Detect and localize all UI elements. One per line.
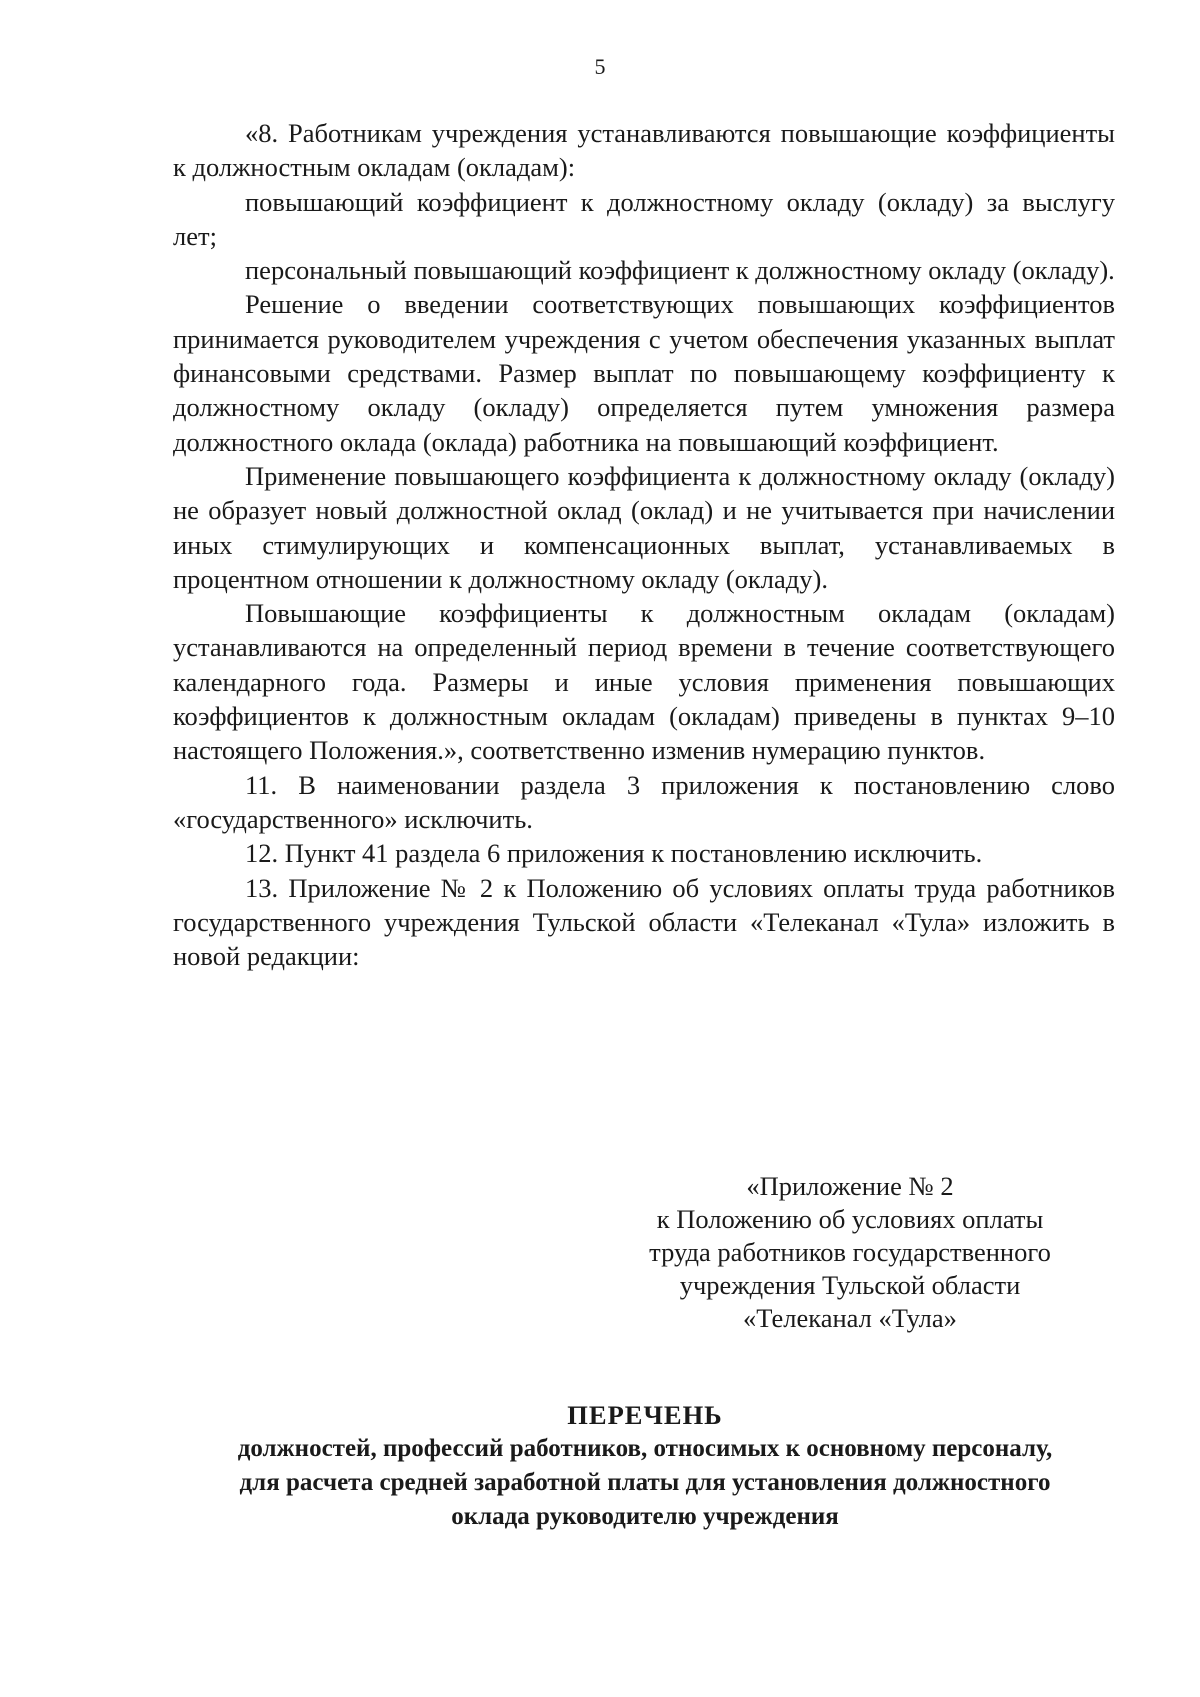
paragraph-personal-coefficient: персональный повышающий коэффициент к должностному окладу (окладу). bbox=[245, 255, 1115, 286]
paragraph-item-11: 11. В наименовании раздела 3 приложения к постановлению слово «государственного» исключить. bbox=[173, 769, 1115, 834]
paragraph-period: Повышающие коэффициенты к должностным окладам (окладам) устанавливаются на определенный период времени в течение соответствующего календарного года. Размеры и иные условия применения повышающих коэффициентов к должностным окладам (окладам) приведены в пунктах 9–10 настоящего Положения.», соответственно изменив нумерацию пунктов. bbox=[173, 598, 1115, 766]
title-subline: должностей, профессий работников, относимых к основному персоналу, bbox=[237, 1435, 1053, 1462]
paragraph-item-8-intro: «8. Работникам учреждения устанавливаются повышающие коэффициенты к должностным окладам (окладам): bbox=[173, 118, 1115, 183]
annex-line: «Телеканал «Тула» bbox=[743, 1303, 957, 1333]
paragraph-seniority-coefficient: повышающий коэффициент к должностному окладу (окладу) за выслугу лет; bbox=[173, 186, 1115, 251]
title-heading: ПЕРЕЧЕНЬ bbox=[567, 1400, 723, 1430]
list-title bbox=[150, 1398, 1140, 1534]
annex-line: «Приложение № 2 bbox=[746, 1171, 954, 1201]
annex-line: к Положению об условиях оплаты bbox=[656, 1204, 1044, 1234]
annex-line: учреждения Тульской области bbox=[679, 1270, 1021, 1300]
paragraph-application: Применение повышающего коэффициента к должностному окладу (окладу) не образует новый должностной оклад (оклад) и не учитывается при начислении иных стимулирующих и компенсационных выплат, устанавливаемых в процентном отношении к должностному окладу (окладу). bbox=[173, 460, 1115, 594]
document-body bbox=[173, 116, 1115, 973]
paragraph-item-13: 13. Приложение № 2 к Положению об условиях оплаты труда работников государственного учреждения Тульской области «Телеканал «Тула» изложить в новой редакции: bbox=[173, 872, 1115, 972]
annex-header bbox=[620, 1170, 1080, 1335]
paragraph-item-12: 12. Пункт 41 раздела 6 приложения к постановлению исключить. bbox=[245, 838, 983, 869]
title-subline: для расчета средней заработной платы для установления должностного bbox=[239, 1469, 1051, 1496]
annex-line: труда работников государственного bbox=[649, 1237, 1051, 1267]
page-number: 5 bbox=[594, 54, 606, 79]
title-subline: оклада руководителю учреждения bbox=[451, 1503, 839, 1530]
paragraph-decision: Решение о введении соответствующих повышающих коэффициентов принимается руководителем учреждения с учетом обеспечения указанных выплат финансовыми средствами. Размер выплат по повышающему коэффициенту к должностному окладу (окладу) определяется путем умножения размера должностного оклада (оклада) работника на повышающий коэффициент. bbox=[173, 289, 1115, 457]
